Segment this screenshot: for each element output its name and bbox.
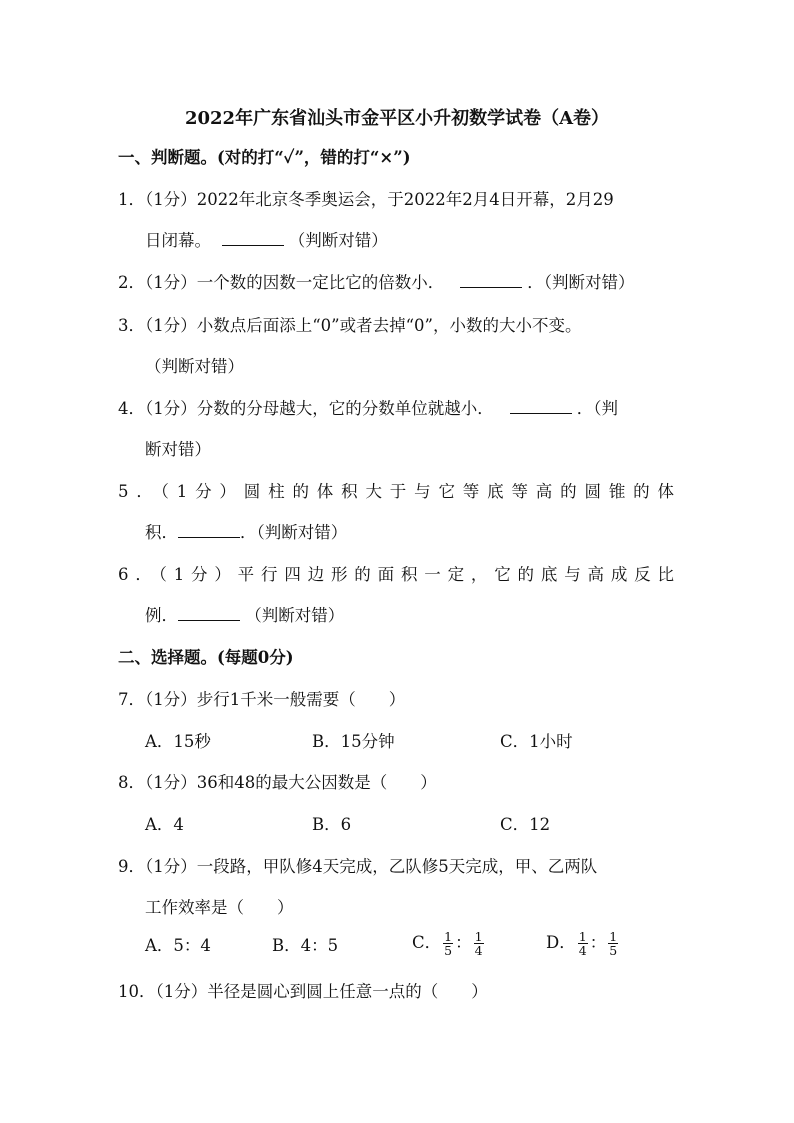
q2-judge-note: ．（判断对错） (527, 273, 635, 292)
q9-d-ratio-sep: ： (589, 933, 607, 952)
q8-option-a[interactable]: A．4 (145, 815, 184, 834)
q7-option-c[interactable]: C．1小时 (500, 732, 573, 751)
q3-line1: 3．（1分）小数点后面添上“0”或者去掉“0”，小数的大小不变。 (118, 316, 582, 335)
q6-text: 例． (145, 606, 178, 625)
section-judge-heading: 一、判断题。(对的打“✓”，错的打“×”) (118, 148, 411, 167)
q6-line1: 6．（1分）平行四边形的面积一定，它的底与高成反比 (118, 565, 674, 584)
q9-d-fraction-2: $\frac{1}{5}$ (609, 929, 618, 958)
q9-option-a[interactable]: A．5：4 (145, 936, 211, 955)
q9-line2: 工作效率是（ ） (145, 898, 294, 917)
q9-option-c[interactable] (412, 930, 486, 957)
q2-answer-blank[interactable] (460, 271, 522, 288)
q9-line1: 9．（1分）一段路，甲队修4天完成，乙队修5天完成，甲、乙两队 (118, 857, 598, 876)
q7-option-a[interactable]: A．15秒 (145, 732, 211, 751)
q9-c-ratio-sep: ： (455, 933, 472, 952)
q5-judge-note: ．（判断对错） (240, 523, 348, 542)
q9-d-fraction-1: $\frac{1}{4}$ (578, 929, 587, 958)
q9-option-b[interactable]: B．4：5 (272, 936, 339, 955)
q9-c-fraction-2: $\frac{1}{4}$ (474, 929, 483, 958)
q6-line2 (145, 604, 344, 628)
q4-answer-blank[interactable] (510, 397, 572, 414)
q3-line2: （判断对错） (145, 357, 244, 376)
page-title: 2022年广东省汕头市金平区小升初数学试卷（A卷） (184, 108, 610, 129)
q10-stem: 10．（1分）半径是圆心到圆上任意一点的（ ） (118, 982, 488, 1001)
q1-answer-blank[interactable] (222, 229, 284, 246)
q8-option-c[interactable]: C．12 (500, 815, 551, 834)
q5-line2 (145, 521, 347, 545)
q5-answer-blank[interactable] (178, 521, 240, 538)
q4-line1 (118, 397, 618, 421)
q7-stem: 7．（1分）步行1千米一般需要（ ） (118, 690, 406, 709)
q5-text: 积． (145, 523, 178, 542)
q5-line1: 5．（1分）圆柱的体积大于与它等底等高的圆锥的体 (118, 482, 674, 501)
q8-option-b[interactable]: B．6 (312, 815, 352, 834)
q1-judge-note: （判断对错） (288, 231, 388, 250)
q2-line (118, 271, 635, 295)
q9-option-c-label: C． (412, 933, 442, 952)
q9-c-fraction-1: $\frac{1}{5}$ (444, 929, 453, 958)
q9-option-d-label: D． (546, 933, 576, 952)
q1-text: 日闭幕。 (145, 231, 211, 250)
section-choice-heading: 二、选择题。(每题0分) (118, 648, 294, 667)
q6-judge-note: （判断对错） (245, 606, 345, 625)
q9-option-d[interactable] (546, 930, 620, 957)
q4-text: 4．（1分）分数的分母越大，它的分数单位就越小． (118, 399, 494, 418)
q1-line2 (145, 229, 388, 253)
q7-option-b[interactable]: B．15分钟 (312, 732, 395, 751)
q6-answer-blank[interactable] (178, 604, 240, 621)
q2-text: 2．（1分）一个数的因数一定比它的倍数小． (118, 273, 445, 292)
q8-stem: 8．（1分）36和48的最大公因数是（ ） (118, 773, 437, 792)
q4-line2: 断对错） (145, 440, 211, 459)
q4-judge-note: ．（判 (576, 399, 618, 418)
q1-line1: 1．（1分）2022年北京冬季奥运会，于2022年2月4日开幕，2月29 (118, 190, 614, 209)
